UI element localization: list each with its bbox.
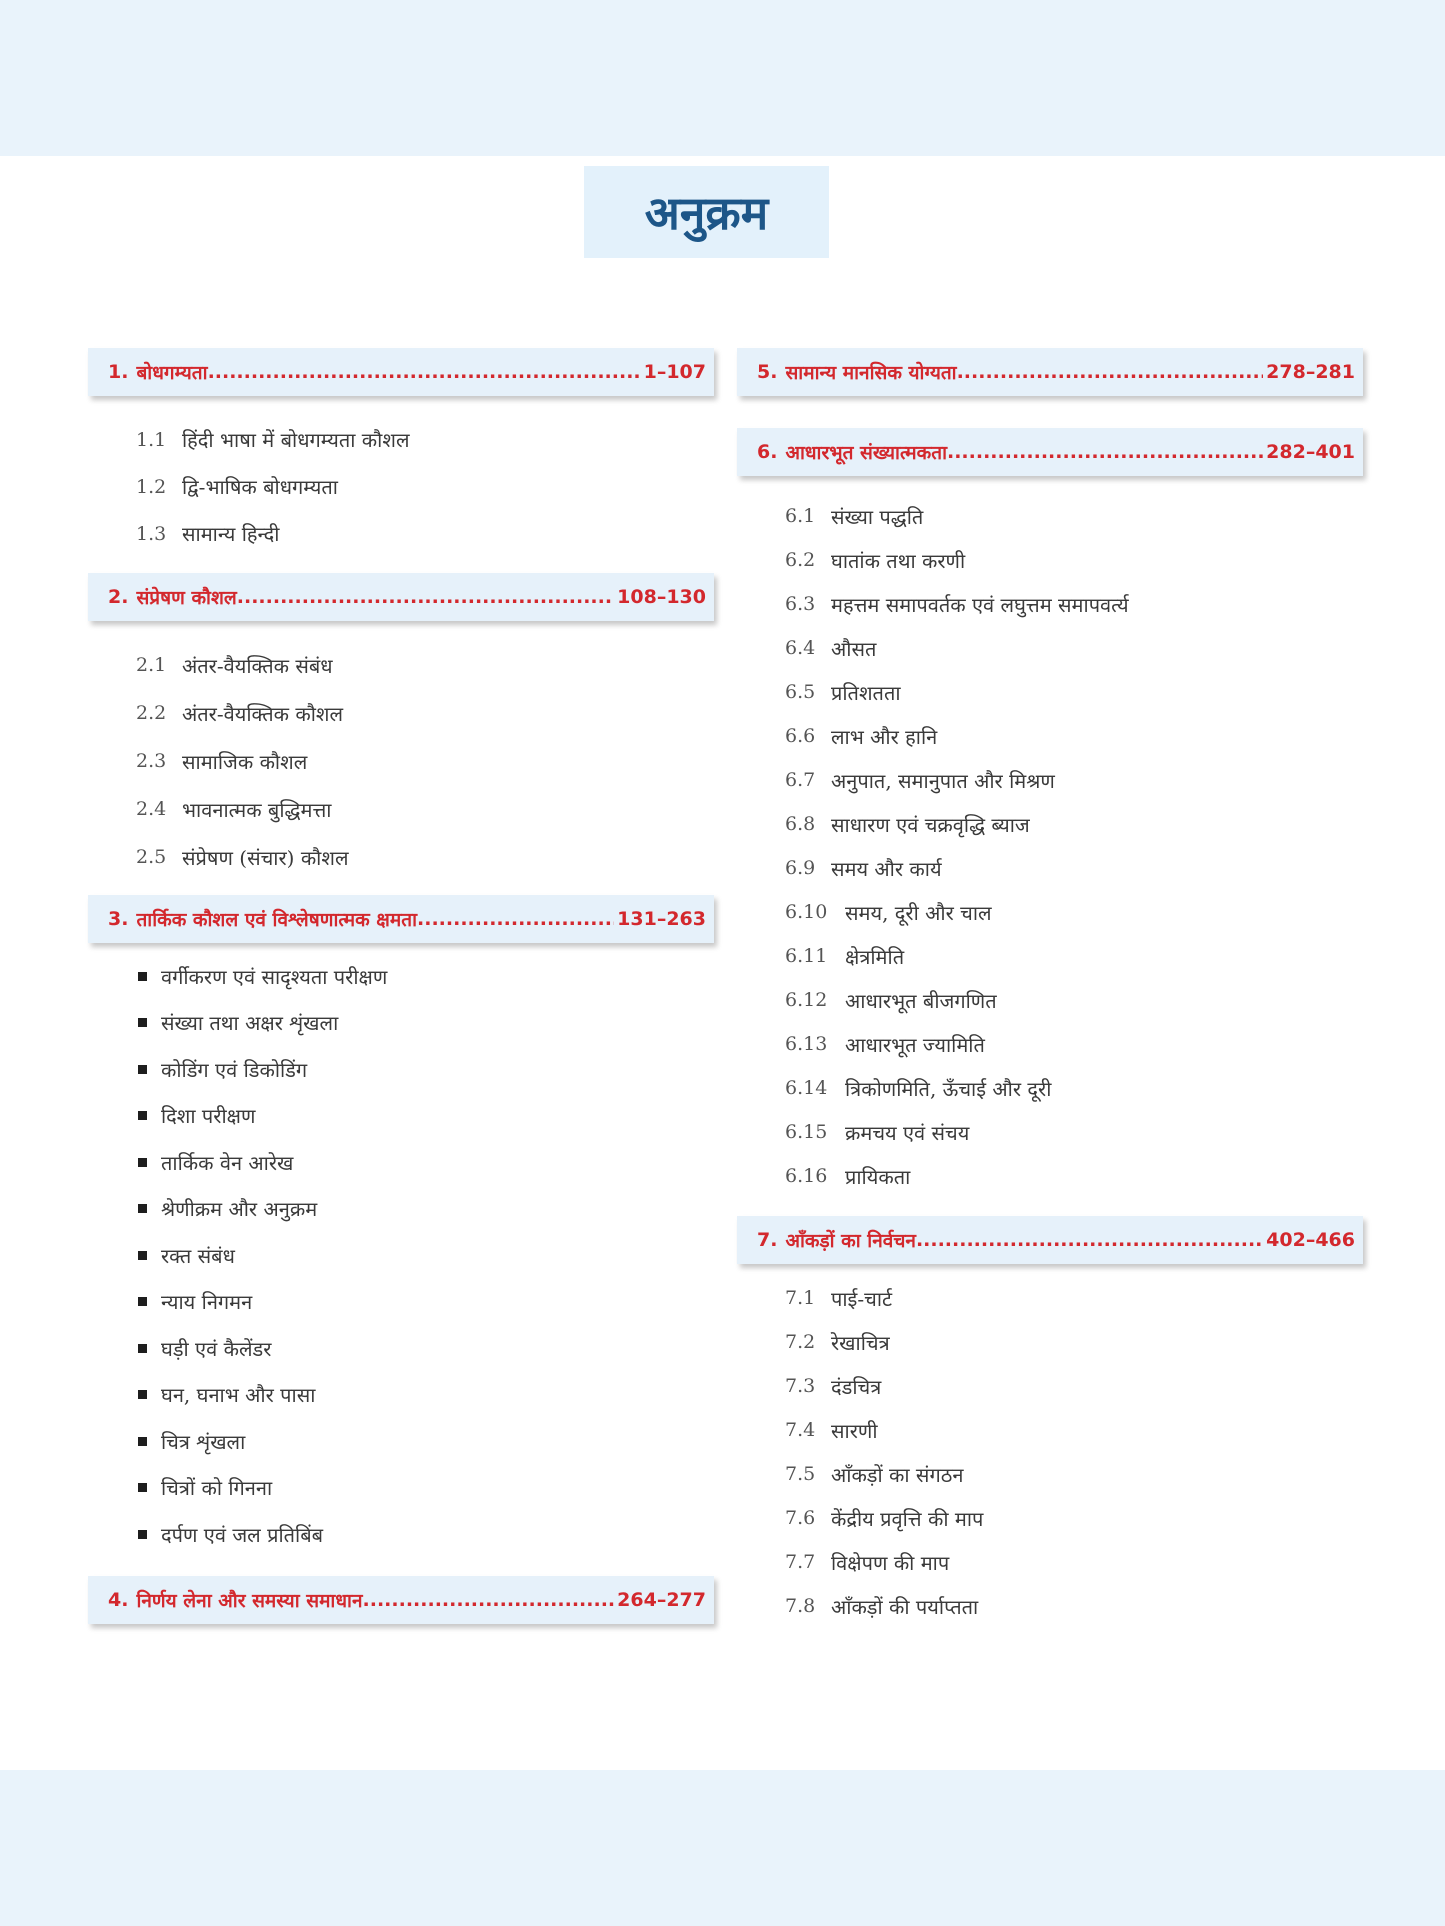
section-number: 6.2	[785, 549, 816, 571]
section-title: समय, दूरी और चाल	[845, 900, 992, 925]
list-item[interactable]	[88, 463, 714, 510]
section-number: 6.10	[785, 901, 828, 923]
topic-title: रक्त संबंध	[161, 1243, 235, 1268]
section-number: 2.5	[136, 846, 167, 868]
chapter-pages: 278–281	[1266, 361, 1355, 383]
list-item[interactable]	[88, 1000, 714, 1047]
section-number: 6.1	[785, 505, 816, 527]
chapter-pages: 131–263	[617, 908, 706, 930]
bullet-icon	[138, 1158, 147, 1167]
list-item[interactable]	[88, 1325, 714, 1372]
chapter-4	[88, 1576, 714, 1624]
list-item[interactable]	[737, 1364, 1363, 1408]
section-title: दंडचित्र	[831, 1374, 882, 1399]
dot-leader	[957, 361, 1264, 383]
chapter-title: निर्णय लेना और समस्या समाधान	[136, 1589, 363, 1612]
section-number: 7.2	[785, 1331, 816, 1353]
section-number: 7.5	[785, 1463, 816, 1485]
list-item[interactable]	[88, 1139, 714, 1186]
section-title: आँकड़ों का संगठन	[831, 1462, 964, 1487]
chapter-2	[88, 573, 714, 895]
section-title: अनुपात, समानुपात और मिश्रण	[831, 768, 1055, 793]
list-item[interactable]	[737, 538, 1363, 582]
list-item[interactable]	[737, 758, 1363, 802]
section-number: 6.13	[785, 1033, 828, 1055]
section-list	[737, 1264, 1363, 1640]
section-number: 2.4	[136, 798, 167, 820]
chapter-3	[88, 895, 714, 1576]
section-list	[88, 621, 714, 895]
list-item[interactable]	[88, 1511, 714, 1558]
chapter-number: 1.	[108, 361, 129, 383]
dot-leader	[208, 361, 641, 383]
chapter-title: आँकड़ों का निर्वचन	[785, 1230, 916, 1252]
topic-title: वर्गीकरण एवं सादृश्यता परीक्षण	[161, 964, 388, 989]
list-item[interactable]	[737, 1452, 1363, 1496]
page-title: अनुक्रम	[644, 186, 769, 240]
section-number: 2.3	[136, 750, 167, 772]
list-item[interactable]	[737, 1540, 1363, 1584]
section-number: 7.7	[785, 1551, 816, 1573]
section-number: 6.5	[785, 681, 816, 703]
section-title: संप्रेषण (संचार) कौशल	[182, 845, 349, 870]
section-title: लाभ और हानि	[831, 724, 938, 749]
section-title: अंतर-वैयक्तिक संबंध	[182, 653, 333, 678]
bullet-icon	[138, 1111, 147, 1120]
bullet-icon	[138, 1483, 147, 1492]
title-box	[584, 166, 829, 258]
bullet-icon	[138, 1530, 147, 1539]
list-item[interactable]	[737, 1408, 1363, 1452]
chapter-pages: 1–107	[643, 361, 706, 383]
dot-leader	[947, 441, 1263, 463]
list-item[interactable]	[737, 1022, 1363, 1066]
bullet-icon	[138, 1390, 147, 1399]
list-item[interactable]	[737, 1320, 1363, 1364]
section-title: अंतर-वैयक्तिक कौशल	[182, 701, 344, 726]
section-number: 6.16	[785, 1165, 828, 1187]
list-item[interactable]	[88, 689, 714, 737]
footer-band	[0, 1770, 1445, 1926]
topic-title: घन, घनाभ और पासा	[161, 1383, 316, 1408]
topic-title: चित्रों को गिनना	[161, 1476, 273, 1501]
list-item[interactable]	[737, 582, 1363, 626]
list-item[interactable]	[737, 714, 1363, 758]
section-number: 6.8	[785, 813, 816, 835]
list-item[interactable]	[88, 1372, 714, 1419]
section-number: 6.6	[785, 725, 816, 747]
bullet-icon	[138, 1437, 147, 1446]
section-number: 6.15	[785, 1121, 828, 1143]
section-number: 6.4	[785, 637, 816, 659]
section-title: आधारभूत ज्यामिति	[845, 1032, 985, 1057]
chapter-heading[interactable]	[737, 428, 1363, 476]
chapter-title: आधारभूत संख्यात्मकता	[785, 442, 947, 464]
section-title: विक्षेपण की माप	[831, 1550, 950, 1575]
chapter-title: तार्किक कौशल एवं विश्लेषणात्मक क्षमता	[136, 909, 418, 931]
list-item[interactable]	[88, 833, 714, 881]
list-item[interactable]	[737, 1584, 1363, 1628]
list-item[interactable]	[737, 890, 1363, 934]
section-title: महत्तम समापवर्तक एवं लघुत्तम समापवर्त्य	[831, 592, 1129, 617]
section-title: हिंदी भाषा में बोधगम्यता कौशल	[182, 428, 410, 452]
chapter-heading[interactable]	[737, 1216, 1363, 1264]
list-item[interactable]	[737, 1066, 1363, 1110]
bullet-icon	[138, 1204, 147, 1213]
right-column	[737, 348, 1363, 1640]
section-title: त्रिकोणमिति, ऊँचाई और दूरी	[845, 1076, 1052, 1101]
list-item[interactable]	[737, 1276, 1363, 1320]
list-item[interactable]	[88, 953, 714, 1000]
list-item[interactable]	[88, 1465, 714, 1512]
topic-title: दिशा परीक्षण	[161, 1104, 256, 1129]
list-item[interactable]	[88, 1186, 714, 1233]
list-item[interactable]	[737, 1110, 1363, 1154]
chapter-number: 4.	[108, 1588, 129, 1611]
list-item[interactable]	[737, 978, 1363, 1022]
list-item[interactable]	[88, 1418, 714, 1465]
section-number: 7.8	[785, 1595, 816, 1617]
chapter-heading[interactable]	[88, 1576, 714, 1624]
header-band	[0, 0, 1445, 156]
section-title: रेखाचित्र	[831, 1330, 890, 1355]
section-title: सारणी	[831, 1418, 878, 1443]
left-column	[88, 348, 714, 1624]
chapter-heading[interactable]	[737, 348, 1363, 396]
section-title: सामाजिक कौशल	[182, 749, 308, 774]
chapter-number: 6.	[757, 441, 778, 463]
chapter-pages: 264–277	[617, 1588, 706, 1611]
list-item[interactable]	[88, 737, 714, 785]
section-title: औसत	[831, 636, 877, 661]
chapter-title: सामान्य मानसिक योग्यता	[785, 362, 957, 384]
bullet-icon	[138, 1344, 147, 1353]
topic-title: श्रेणीक्रम और अनुक्रम	[161, 1197, 318, 1222]
dot-leader	[417, 908, 614, 930]
section-title: पाई-चार्ट	[831, 1286, 893, 1311]
section-number: 6.12	[785, 989, 828, 1011]
topic-title: संख्या तथा अक्षर शृंखला	[161, 1011, 339, 1036]
list-item[interactable]	[737, 846, 1363, 890]
list-item[interactable]	[88, 416, 714, 463]
section-number: 7.3	[785, 1375, 816, 1397]
section-number: 2.2	[136, 702, 167, 724]
section-number: 6.7	[785, 769, 816, 791]
topic-title: तार्किक वेन आरेख	[161, 1150, 294, 1175]
bullet-icon	[138, 1251, 147, 1260]
section-number: 1.1	[136, 428, 167, 451]
topic-title: न्याय निगमन	[161, 1290, 253, 1315]
chapter-title: बोधगम्यता	[136, 362, 208, 384]
section-number: 7.4	[785, 1419, 816, 1441]
section-title: समय और कार्य	[831, 856, 942, 881]
bullet-icon	[138, 972, 147, 981]
chapter-number: 3.	[108, 908, 129, 930]
section-number: 6.11	[785, 945, 828, 967]
bullet-icon	[138, 1297, 147, 1306]
list-item[interactable]	[737, 626, 1363, 670]
chapter-number: 2.	[108, 586, 129, 608]
section-title: आँकड़ों की पर्याप्तता	[831, 1594, 979, 1619]
list-item[interactable]	[88, 1279, 714, 1326]
dot-leader	[916, 1229, 1263, 1251]
dot-leader	[237, 586, 614, 608]
list-item[interactable]	[88, 1046, 714, 1093]
list-item[interactable]	[88, 1093, 714, 1140]
section-number: 7.6	[785, 1507, 816, 1529]
chapter-1	[88, 348, 714, 573]
chapter-pages: 282–401	[1266, 441, 1355, 463]
section-title: प्रतिशतता	[831, 680, 901, 705]
list-item[interactable]	[88, 785, 714, 833]
chapter-7	[737, 1216, 1363, 1640]
chapter-number: 5.	[757, 361, 778, 383]
chapter-number: 7.	[757, 1229, 778, 1251]
section-title: प्रायिकता	[845, 1164, 911, 1189]
section-title: क्षेत्रमिति	[845, 944, 905, 969]
list-item[interactable]	[737, 1496, 1363, 1540]
list-item[interactable]	[88, 510, 714, 557]
topic-title: कोडिंग एवं डिकोडिंग	[161, 1057, 308, 1082]
list-item[interactable]	[737, 802, 1363, 846]
chapter-pages: 402–466	[1266, 1229, 1355, 1251]
section-title: आधारभूत बीजगणित	[845, 988, 997, 1013]
section-title: साधारण एवं चक्रवृद्धि ब्याज	[831, 812, 1030, 837]
chapter-title: संप्रेषण कौशल	[136, 587, 237, 609]
topic-title: घड़ी एवं कैलेंडर	[161, 1336, 272, 1361]
section-title: केंद्रीय प्रवृत्ति की माप	[831, 1506, 984, 1531]
section-list	[88, 396, 714, 573]
section-title: घातांक तथा करणी	[831, 548, 966, 573]
section-number: 6.14	[785, 1077, 828, 1099]
list-item[interactable]	[88, 641, 714, 689]
list-item[interactable]	[737, 670, 1363, 714]
section-number: 1.3	[136, 522, 167, 545]
chapter-heading[interactable]	[88, 573, 714, 621]
section-number: 6.9	[785, 857, 816, 879]
list-item[interactable]	[88, 1232, 714, 1279]
list-item[interactable]	[737, 494, 1363, 538]
list-item[interactable]	[737, 1154, 1363, 1198]
topic-title: चित्र शृंखला	[161, 1429, 246, 1454]
bullet-icon	[138, 1065, 147, 1074]
chapter-heading[interactable]	[88, 348, 714, 396]
chapter-5	[737, 348, 1363, 396]
section-number: 7.1	[785, 1287, 816, 1309]
list-item[interactable]	[737, 934, 1363, 978]
section-number: 2.1	[136, 654, 167, 676]
section-title: द्वि-भाषिक बोधगम्यता	[182, 475, 338, 499]
section-number: 6.3	[785, 593, 816, 615]
chapter-pages: 108–130	[617, 586, 706, 608]
bullet-icon	[138, 1018, 147, 1027]
section-title: सामान्य हिन्दी	[182, 522, 280, 546]
chapter-6	[737, 428, 1363, 1216]
chapter-heading[interactable]	[88, 895, 714, 943]
section-title: क्रमचय एवं संचय	[845, 1120, 970, 1145]
section-list	[737, 476, 1363, 1216]
topic-title: दर्पण एवं जल प्रतिबिंब	[161, 1522, 324, 1547]
dot-leader	[363, 1589, 615, 1611]
topic-list	[88, 943, 714, 1576]
section-title: भावनात्मक बुद्धिमत्ता	[182, 797, 332, 822]
section-number: 1.2	[136, 475, 167, 498]
section-title: संख्या पद्धति	[831, 504, 924, 529]
